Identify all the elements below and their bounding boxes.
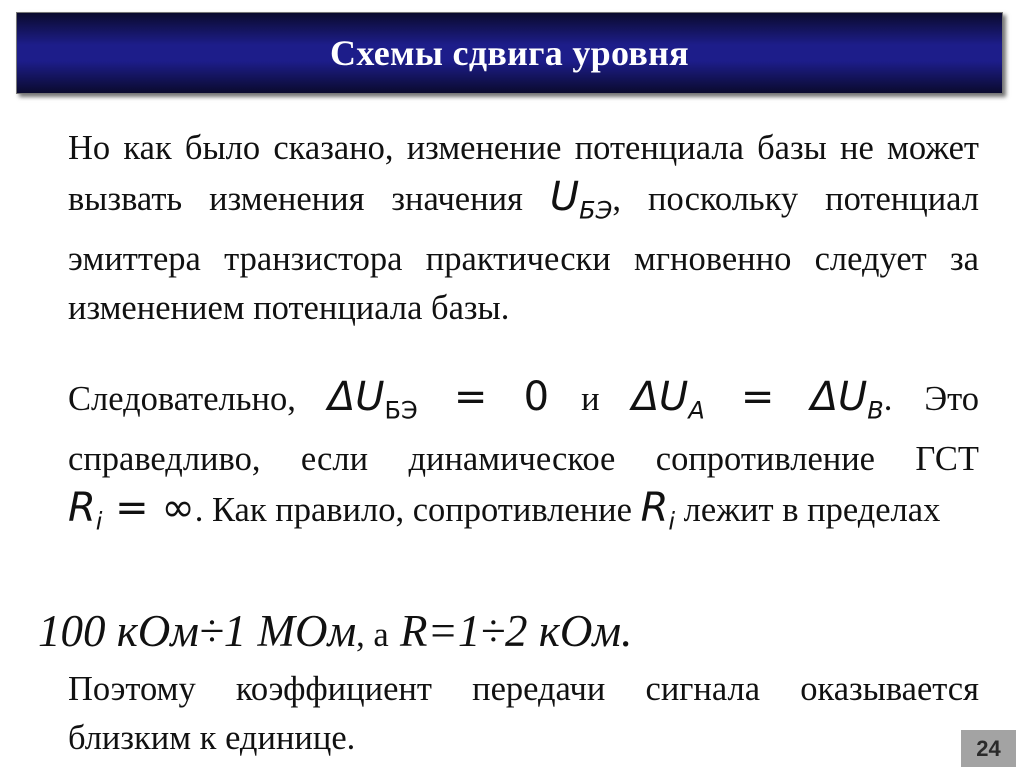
paragraph-3 — [68, 665, 979, 763]
paragraph-1 — [68, 124, 979, 333]
paragraph-2-text-b: . Это справедливо, если динамическое сопротивление ГСТ — [68, 380, 980, 479]
formula-delta-ua-ub: $\Delta U_A = \Delta U_B$ — [631, 374, 884, 425]
range-comma: , а — [356, 616, 389, 654]
paragraph-2-and: и — [581, 380, 600, 418]
formula-u-be: $U_{БЭ}$ — [549, 174, 613, 225]
resistance-range-line — [38, 604, 998, 662]
paragraph-1-text-b: , поскольку потенциал эмиттера транзистора практически мгновенно следует за изменением потенциала базы. — [68, 180, 980, 328]
page-number-badge — [961, 730, 1016, 767]
paragraph-2-text-a: Следовательно, — [68, 380, 296, 418]
paragraph-2 — [68, 373, 979, 547]
formula-delta-u-be: $\Delta U_{БЭ} = 0$ — [327, 374, 550, 425]
formula-ri: $R_i$ — [640, 485, 676, 536]
paragraph-2-text-c: . Как правило, сопротивление — [194, 491, 632, 530]
slide-title: Схемы сдвига уровня — [330, 33, 689, 73]
paragraph-2-text-d: лежит в пределах — [683, 491, 941, 530]
range-ri: 100 кОм÷1 МОм — [38, 606, 357, 656]
page-number: 24 — [976, 735, 1001, 761]
slide-title-bar — [16, 12, 1003, 94]
paragraph-1-text-a: Но как было сказано, изменение потенциала базы не может вызвать изменения значения — [68, 129, 979, 218]
range-r: R=1÷2 кОм. — [400, 606, 633, 656]
paragraph-3-text: Поэтому коэффициент передачи сигнала оказывается близким к единице. — [68, 670, 979, 757]
formula-ri-infinity: $R_i$ = ∞ — [68, 485, 195, 536]
